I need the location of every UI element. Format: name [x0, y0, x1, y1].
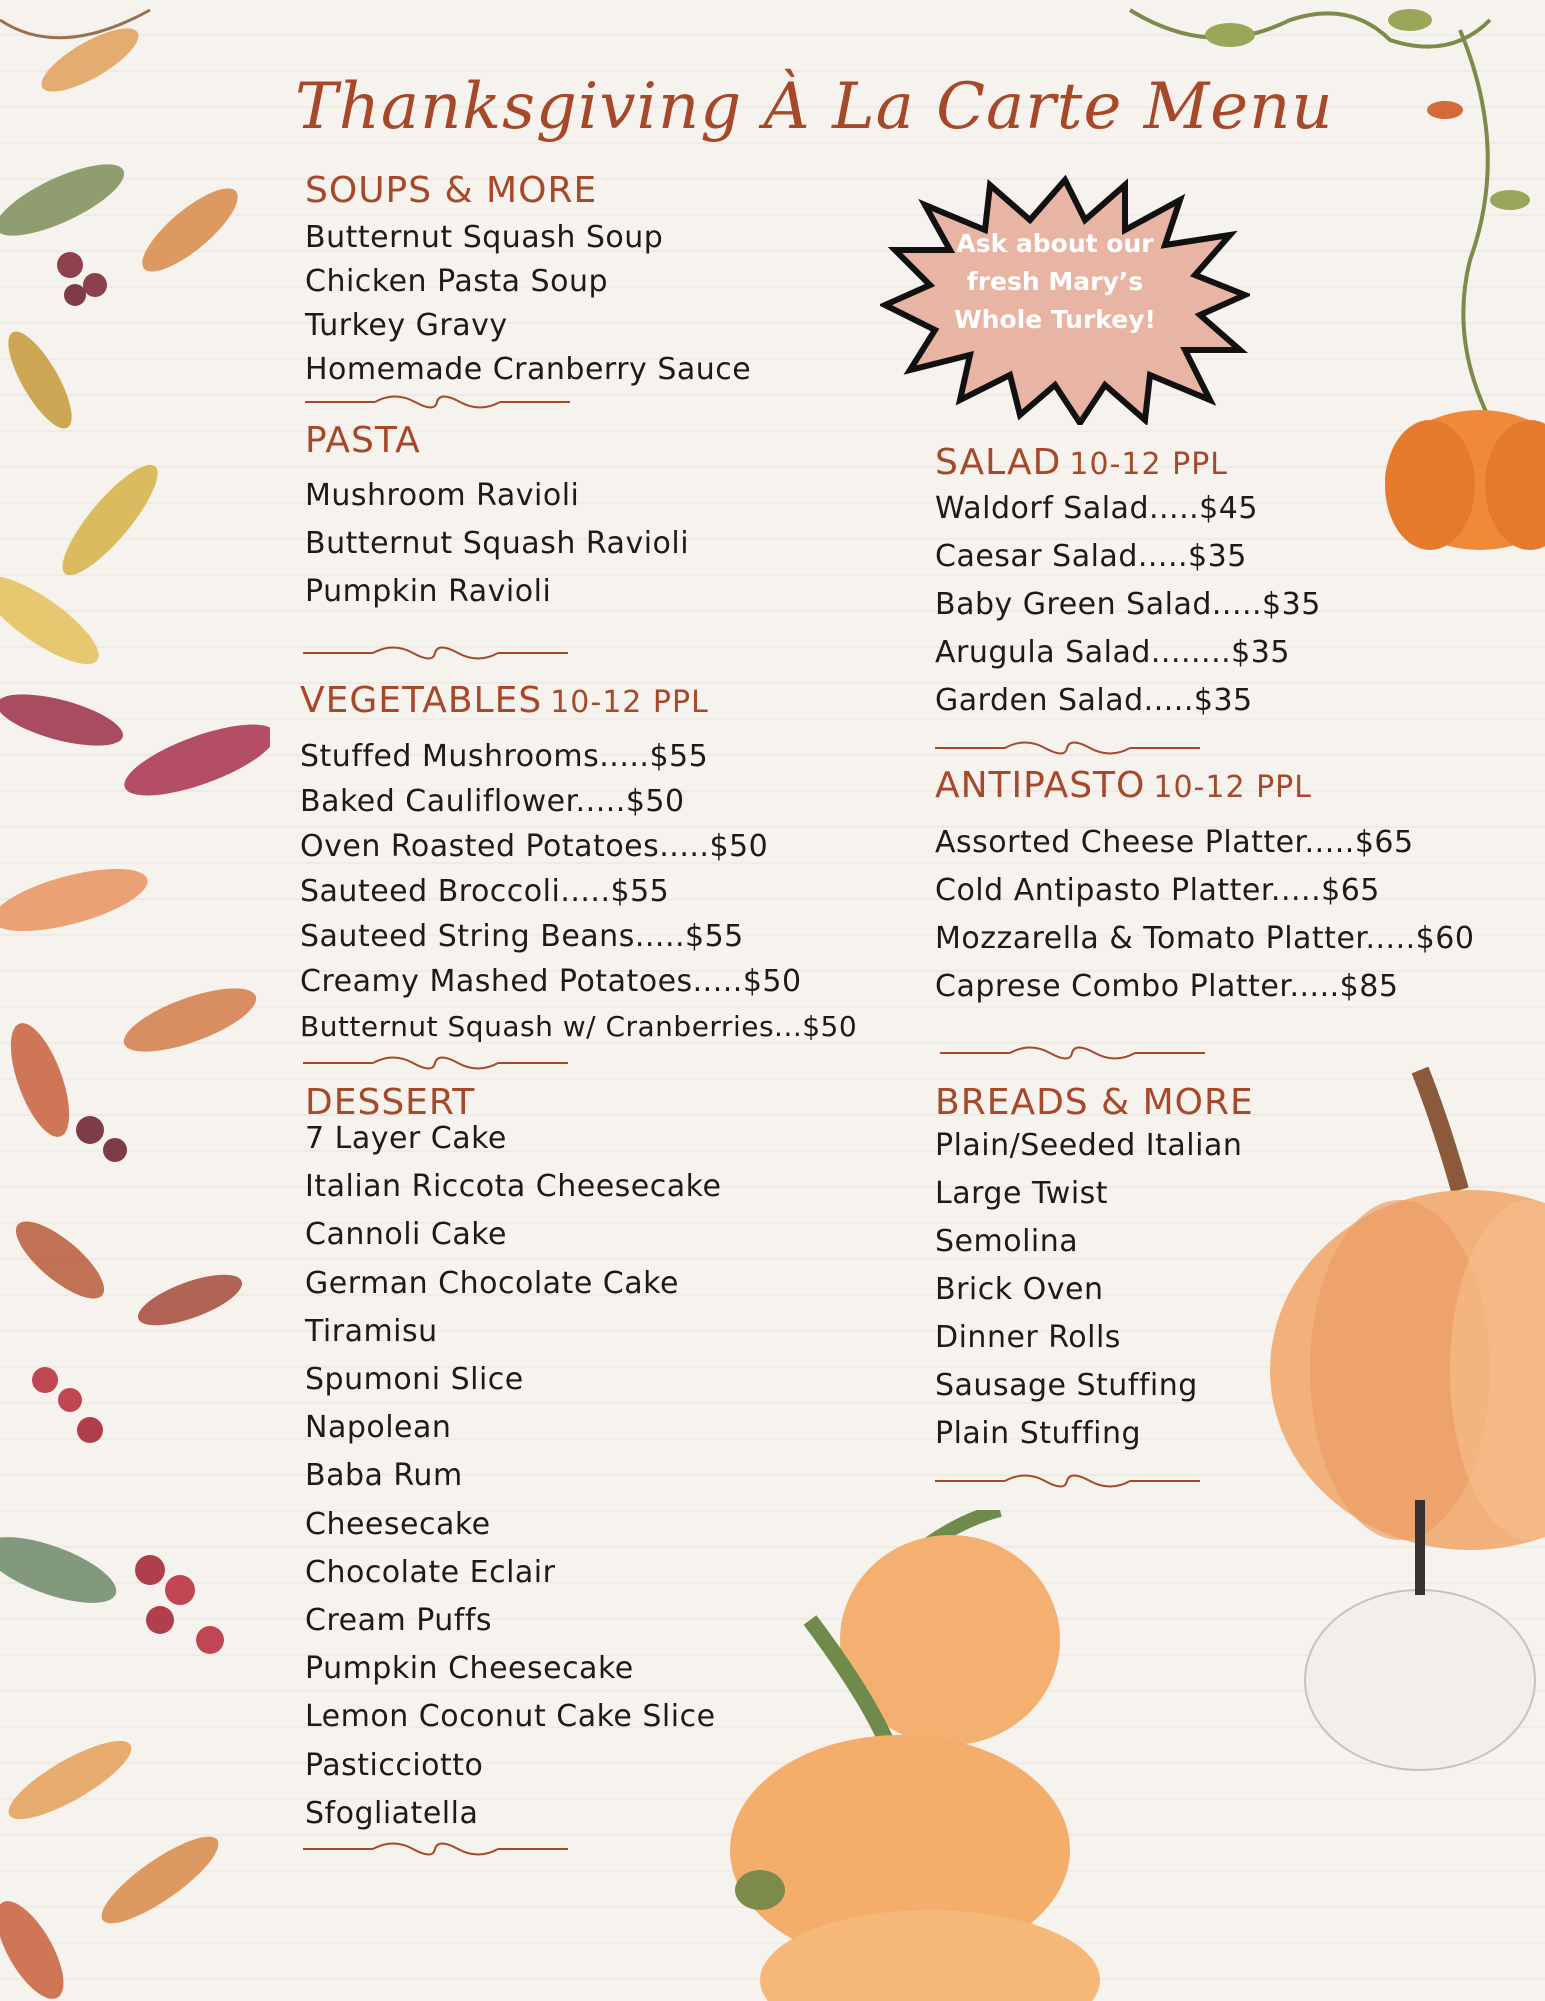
list-item: Butternut Squash Ravioli	[305, 526, 690, 561]
list-item: German Chocolate Cake	[305, 1265, 679, 1301]
antipasto-title: ANTIPASTO	[935, 765, 1146, 806]
ornamental-divider	[305, 391, 570, 413]
promo-line-1: Ask about our	[956, 229, 1154, 258]
dessert-list	[305, 1115, 721, 1838]
list-item: Sausage Stuffing	[935, 1368, 1198, 1403]
soups-list	[305, 216, 751, 392]
list-item: Tiramisu	[305, 1313, 438, 1349]
list-item: Lemon Coconut Cake Slice	[305, 1699, 716, 1735]
salad-title: SALAD	[935, 442, 1062, 483]
list-item: Baba Rum	[305, 1458, 463, 1494]
list-item: Sfogliatella	[305, 1795, 479, 1831]
salad-serving: 10-12 PPL	[1069, 447, 1228, 482]
dessert-heading: DESSERT	[305, 1082, 476, 1123]
vegetables-title: VEGETABLES	[300, 680, 543, 721]
antipasto-heading	[935, 765, 1312, 806]
promo-line-3: Whole Turkey!	[954, 305, 1156, 334]
list-item: Napolean	[305, 1410, 452, 1446]
list-item: Pumpkin Cheesecake	[305, 1651, 634, 1687]
list-item: Stuffed Mushrooms.....$55	[300, 739, 709, 774]
vegetables-list	[300, 734, 857, 1049]
list-item: Sauteed Broccoli.....$55	[300, 874, 670, 909]
salad-list	[935, 485, 1321, 725]
list-item: Baby Green Salad.....$35	[935, 587, 1321, 622]
list-item: Arugula Salad........$35	[935, 635, 1290, 670]
list-item: 7 Layer Cake	[305, 1121, 507, 1156]
list-item: Turkey Gravy	[305, 308, 508, 343]
list-item: Oven Roasted Potatoes.....$50	[300, 829, 769, 864]
list-item: Spumoni Slice	[305, 1362, 524, 1398]
list-item: Brick Oven	[935, 1272, 1104, 1307]
list-item: Waldorf Salad.....$45	[935, 491, 1258, 526]
list-item: Cheesecake	[305, 1506, 491, 1542]
soups-heading: SOUPS & MORE	[305, 170, 598, 211]
stacked-pumpkins-decoration	[720, 1510, 1140, 2001]
list-item: Mozzarella & Tomato Platter.....$60	[935, 921, 1475, 956]
list-item: Homemade Cranberry Sauce	[305, 352, 752, 387]
ornamental-divider	[940, 1042, 1205, 1064]
promo-line-2: fresh Mary’s	[966, 267, 1144, 296]
list-item: Pumpkin Ravioli	[305, 574, 552, 609]
antipasto-list	[935, 819, 1474, 1011]
list-item: Dinner Rolls	[935, 1320, 1121, 1355]
breads-heading: BREADS & MORE	[935, 1082, 1254, 1123]
salad-heading	[935, 442, 1228, 483]
list-item: Cannoli Cake	[305, 1217, 508, 1253]
list-item: Italian Riccota Cheesecake	[305, 1169, 722, 1205]
list-item: Cream Puffs	[305, 1603, 493, 1639]
list-item: Creamy Mashed Potatoes.....$50	[300, 964, 802, 999]
ornamental-divider	[935, 1470, 1200, 1492]
list-item: Sauteed String Beans.....$55	[300, 919, 744, 954]
list-item: Plain/Seeded Italian	[935, 1128, 1243, 1163]
pasta-heading: PASTA	[305, 420, 421, 461]
autumn-leaves-border	[0, 0, 270, 2001]
pasta-list	[305, 472, 689, 616]
ornamental-divider	[303, 1838, 568, 1860]
list-item: Butternut Squash Soup	[305, 220, 664, 255]
ornamental-divider	[303, 642, 568, 664]
list-item: Pasticciotto	[305, 1747, 484, 1783]
breads-list	[935, 1122, 1242, 1458]
list-item: Butternut Squash w/ Cranberries...$50	[300, 1010, 858, 1043]
vegetables-serving: 10-12 PPL	[550, 685, 709, 720]
list-item: Chocolate Eclair	[305, 1554, 556, 1590]
list-item: Mushroom Ravioli	[305, 478, 580, 513]
ornamental-divider	[303, 1052, 568, 1074]
list-item: Assorted Cheese Platter.....$65	[935, 825, 1414, 860]
promo-text	[940, 225, 1170, 339]
antipasto-serving: 10-12 PPL	[1153, 770, 1312, 805]
orange-pumpkin-decoration	[1270, 1060, 1545, 1780]
list-item: Garden Salad.....$35	[935, 683, 1253, 718]
list-item: Semolina	[935, 1224, 1079, 1259]
list-item: Chicken Pasta Soup	[305, 264, 608, 299]
list-item: Caesar Salad.....$35	[935, 539, 1247, 574]
menu-title: Thanksgiving À La Carte Menu	[295, 70, 1334, 144]
list-item: Large Twist	[935, 1176, 1109, 1211]
list-item: Baked Cauliflower.....$50	[300, 784, 685, 819]
ornamental-divider	[935, 737, 1200, 759]
vegetables-heading	[300, 680, 709, 721]
list-item: Plain Stuffing	[935, 1416, 1142, 1451]
list-item: Caprese Combo Platter.....$85	[935, 969, 1399, 1004]
list-item: Cold Antipasto Platter.....$65	[935, 873, 1380, 908]
